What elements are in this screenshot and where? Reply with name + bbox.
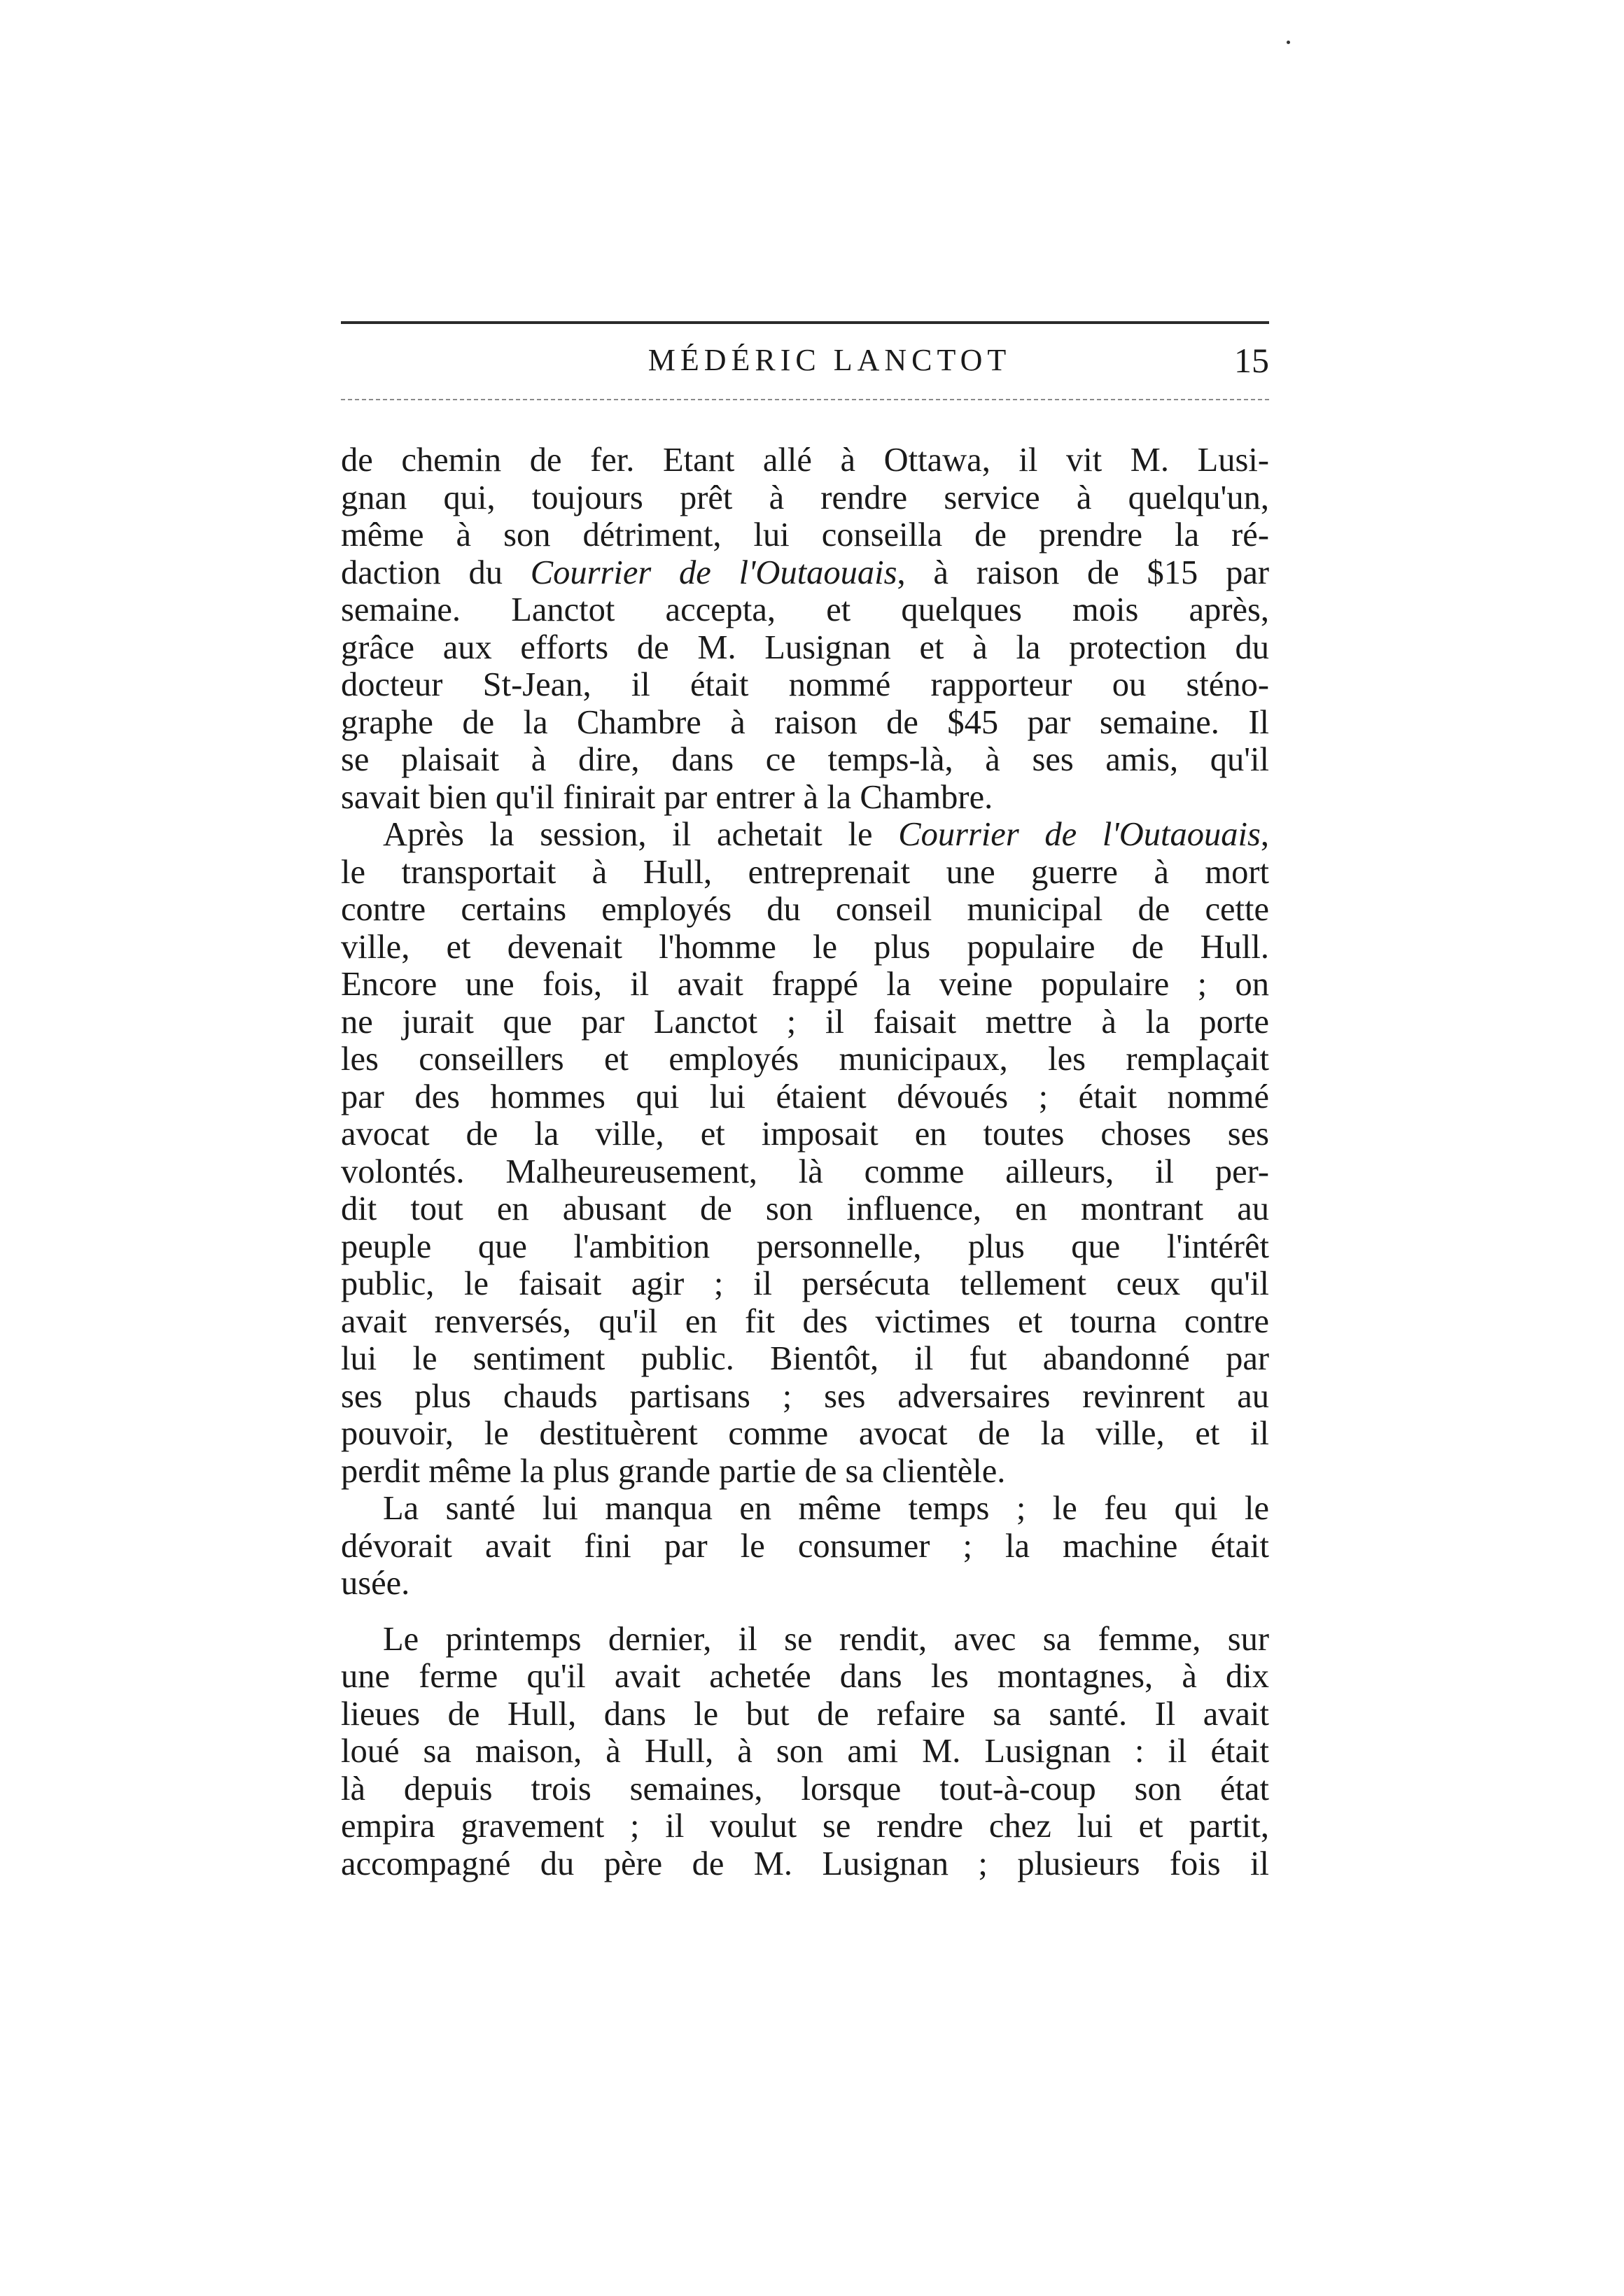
text-line: Après la session, il achetait le Courrier de l'Outaouais,: [383, 816, 1270, 853]
text-line: savait bien qu'il finirait par entrer à la Chambre.: [341, 778, 993, 816]
text-line: docteur St-Jean, il était nommé rapporteur ou sténo-: [341, 666, 1269, 703]
text-line: pouvoir, le destituèrent comme avocat de la ville, et il: [341, 1415, 1269, 1452]
text-line: empira gravement ; il voulut se rendre chez lui et partit,: [341, 1808, 1269, 1845]
text-line: avait renversés, qu'il en fit des victimes et tourna contre: [341, 1302, 1269, 1340]
text-line: de chemin de fer. Etant allé à Ottawa, il vit M. Lusi-: [341, 442, 1269, 479]
body-text: [341, 442, 1269, 1882]
text-line: dit tout en abusant de son influence, en montrant au: [341, 1190, 1269, 1227]
text-line: ville, et devenait l'homme le plus populaire de Hull.: [341, 928, 1269, 966]
text-line: les conseillers et employés municipaux, les remplaçait: [341, 1041, 1269, 1078]
text-line: par des hommes qui lui étaient dévoués ; était nommé: [341, 1078, 1269, 1115]
paragraph-1: [341, 442, 1269, 816]
text-line: La santé lui manqua en même temps ; le feu qui le: [383, 1490, 1269, 1527]
header-rule-bottom: [341, 399, 1269, 400]
text-line: public, le faisait agir ; il persécuta tellement ceux qu'il: [341, 1265, 1269, 1302]
italic-title: Courrier de l'Outaouais: [530, 554, 897, 591]
paragraph-4: [341, 1621, 1269, 1883]
paragraph-3: [341, 1490, 1269, 1603]
text-line: peuple que l'ambition personnelle, plus que l'intérêt: [341, 1227, 1269, 1265]
page-number: 15: [1234, 341, 1269, 380]
text-line: dévorait avait fini par le consumer ; la machine était: [341, 1527, 1269, 1565]
paragraph-spacing: [341, 1603, 1269, 1621]
text-line: grâce aux efforts de M. Lusignan et à la protection du: [341, 628, 1269, 666]
running-title: MÉDÉRIC LANCTOT: [648, 343, 1011, 377]
text-line: semaine. Lanctot accepta, et quelques mois après,: [341, 591, 1269, 628]
text-line: loué sa maison, à Hull, à son ami M. Lusignan : il était: [341, 1733, 1269, 1770]
text-line: ses plus chauds partisans ; ses adversaires revinrent au: [341, 1377, 1269, 1415]
text-line: même à son détriment, lui conseilla de prendre la ré-: [341, 516, 1269, 554]
paragraph-2: [341, 816, 1269, 1490]
speck-mark: [1287, 41, 1290, 44]
header-rule-top: [341, 321, 1269, 324]
text-line: perdit même la plus grande partie de sa clientèle.: [341, 1452, 1006, 1490]
text-line: usée.: [341, 1565, 410, 1602]
text-line: se plaisait à dire, dans ce temps-là, à ses amis, qu'il: [341, 741, 1269, 778]
text-line: lieues de Hull, dans le but de refaire sa santé. Il avait: [341, 1695, 1269, 1733]
text-line: avocat de la ville, et imposait en toutes choses ses: [341, 1115, 1269, 1153]
italic-title: Courrier de l'Outaouais: [898, 816, 1261, 853]
text-line: le transportait à Hull, entreprenait une guerre à mort: [341, 853, 1269, 891]
text-line: daction du Courrier de l'Outaouais, à raison de $15 par: [341, 554, 1269, 591]
text-line: Le printemps dernier, il se rendit, avec sa femme, sur: [383, 1620, 1269, 1658]
text-line: graphe de la Chambre à raison de $45 par semaine. Il: [341, 703, 1269, 741]
text-line: ne jurait que par Lanctot ; il faisait mettre à la porte: [341, 1003, 1269, 1041]
text-line: accompagné du père de M. Lusignan ; plusieurs fois il: [341, 1845, 1269, 1882]
text-line: une ferme qu'il avait achetée dans les montagnes, à dix: [341, 1658, 1269, 1695]
text-line: lui le sentiment public. Bientôt, il fut abandonné par: [341, 1340, 1269, 1377]
running-head: [341, 336, 1269, 392]
text-line: là depuis trois semaines, lorsque tout-à-coup son état: [341, 1770, 1269, 1808]
text-line: contre certains employés du conseil municipal de cette: [341, 891, 1269, 928]
text-line: Encore une fois, il avait frappé la veine populaire ; on: [341, 966, 1269, 1003]
text-line: volontés. Malheureusement, là comme ailleurs, il per-: [341, 1153, 1269, 1190]
text-line: gnan qui, toujours prêt à rendre service à quelqu'un,: [341, 479, 1269, 516]
